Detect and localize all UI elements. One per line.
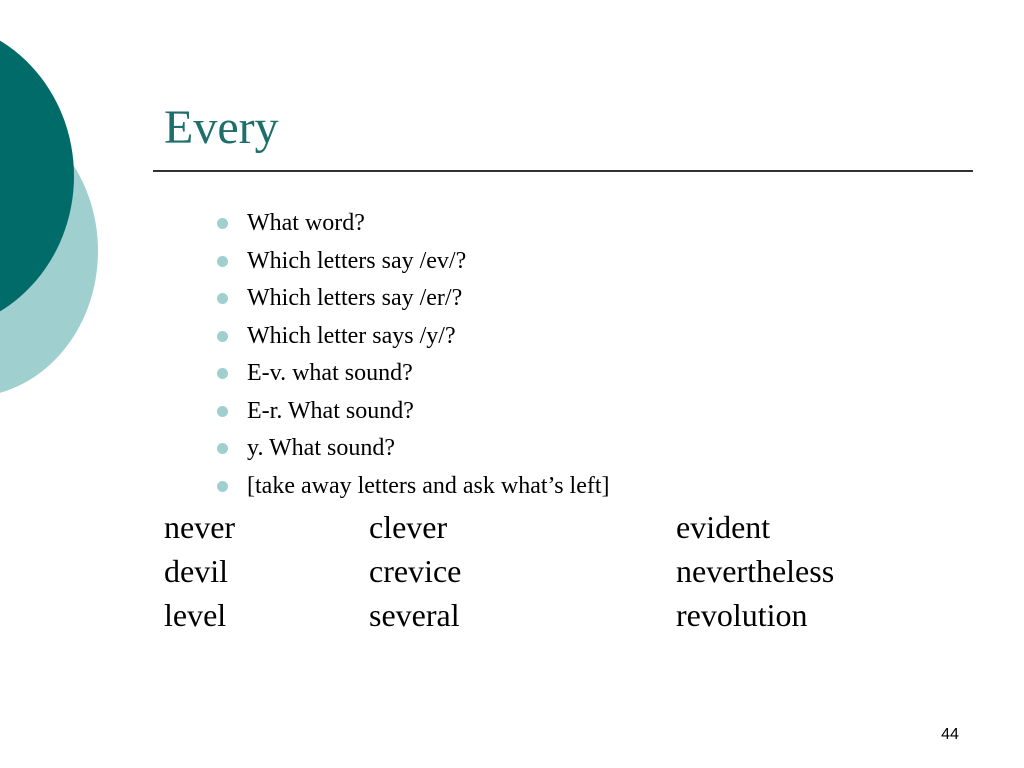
word-cell: level xyxy=(164,596,227,633)
bullet-text: Which letters say /er/? xyxy=(247,285,463,312)
slide-number: 44 xyxy=(941,726,959,743)
bullet-dot-icon xyxy=(217,443,228,454)
bullet-text: Which letters say /ev/? xyxy=(247,247,467,274)
word-cell: clever xyxy=(369,508,448,545)
bullet-item xyxy=(217,430,610,468)
word-row xyxy=(164,593,976,637)
bullet-dot-icon xyxy=(217,293,228,304)
bullet-item xyxy=(217,393,610,431)
bullet-item xyxy=(217,318,610,356)
bullet-item xyxy=(217,355,610,393)
word-cell: never xyxy=(164,508,236,545)
bullet-text: Which letter says /y/? xyxy=(247,322,456,349)
bullet-dot-icon xyxy=(217,481,228,492)
bullet-item xyxy=(217,280,610,318)
word-grid xyxy=(164,505,976,637)
word-cell: revolution xyxy=(676,596,808,633)
word-cell: evident xyxy=(676,508,771,545)
bullet-item xyxy=(217,243,610,281)
word-cell: nevertheless xyxy=(676,552,835,589)
word-row xyxy=(164,549,976,593)
bullet-item xyxy=(217,468,610,506)
bullet-list xyxy=(217,205,610,505)
bullet-dot-icon xyxy=(217,256,228,267)
bullet-text: y. What sound? xyxy=(247,435,395,462)
word-cell: several xyxy=(369,596,460,633)
slide-title: Every xyxy=(164,101,279,154)
bullet-text: [take away letters and ask what’s left] xyxy=(247,472,610,499)
bullet-text: E-r. What sound? xyxy=(247,397,414,424)
word-cell: crevice xyxy=(369,552,462,589)
bullet-dot-icon xyxy=(217,218,228,229)
bullet-dot-icon xyxy=(217,368,228,379)
bullet-text: E-v. what sound? xyxy=(247,360,413,387)
word-row xyxy=(164,505,976,549)
bullet-dot-icon xyxy=(217,331,228,342)
title-divider xyxy=(153,170,973,172)
bullet-item xyxy=(217,205,610,243)
bullet-dot-icon xyxy=(217,406,228,417)
word-cell: devil xyxy=(164,552,228,589)
bullet-text: What word? xyxy=(247,210,365,237)
